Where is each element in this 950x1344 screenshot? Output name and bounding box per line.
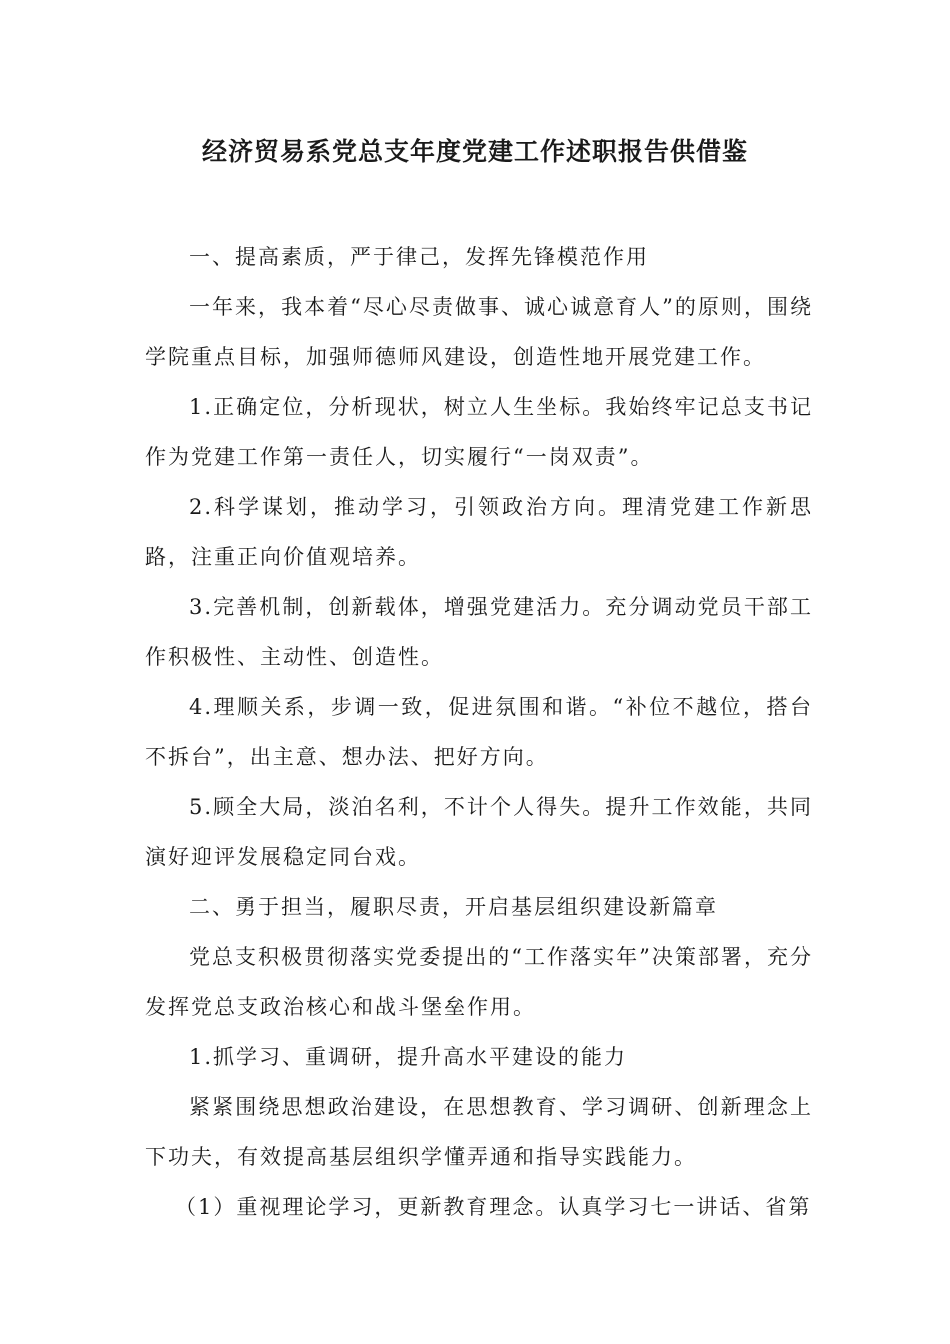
list-item-2: 2.科学谋划，推动学习，引领政治方向。理清党建工作新思路，注重正向价值观培养。 xyxy=(145,495,813,569)
paragraph: 党总支积极贯彻落实党委提出的“工作落实年”决策部署，充分发挥党总支政治核心和战斗堡垒作用。 xyxy=(145,945,813,1019)
document-body xyxy=(145,232,813,1232)
document-title: 经济贸易系党总支年度党建工作述职报告供借鉴 xyxy=(201,137,748,166)
sub-item: （1）重视理论学习，更新教育理念。认真学习七一讲话、省第 xyxy=(175,1195,812,1219)
list-item-1: 1.正确定位，分析现状，树立人生坐标。我始终牢记总支书记作为党建工作第一责任人，切实履行“一岗双责”。 xyxy=(145,395,813,469)
paragraph: 紧紧围绕思想政治建设，在思想教育、学习调研、创新理念上下功夫，有效提高基层组织学懂弄通和指导实践能力。 xyxy=(145,1095,813,1169)
section-heading-2: 二、勇于担当，履职尽责，开启基层组织建设新篇章 xyxy=(189,895,718,919)
section-heading-1: 一、提高素质，严于律己，发挥先锋模范作用 xyxy=(189,245,649,269)
list-item-4: 4.理顺关系，步调一致，促进氛围和谐。“补位不越位，搭台不拆台”，出主意、想办法、把好方向。 xyxy=(145,695,813,769)
paragraph: 一年来，我本着“尽心尽责做事、诚心诚意育人”的原则，围绕学院重点目标，加强师德师风建设，创造性地开展党建工作。 xyxy=(145,295,813,369)
subsection-heading: 1.抓学习、重调研，提升高水平建设的能力 xyxy=(189,1045,628,1069)
list-item-5: 5.顾全大局，淡泊名利，不计个人得失。提升工作效能，共同演好迎评发展稳定同台戏。 xyxy=(145,795,813,869)
list-item-3: 3.完善机制，创新载体，增强党建活力。充分调动党员干部工作积极性、主动性、创造性。 xyxy=(145,595,813,669)
